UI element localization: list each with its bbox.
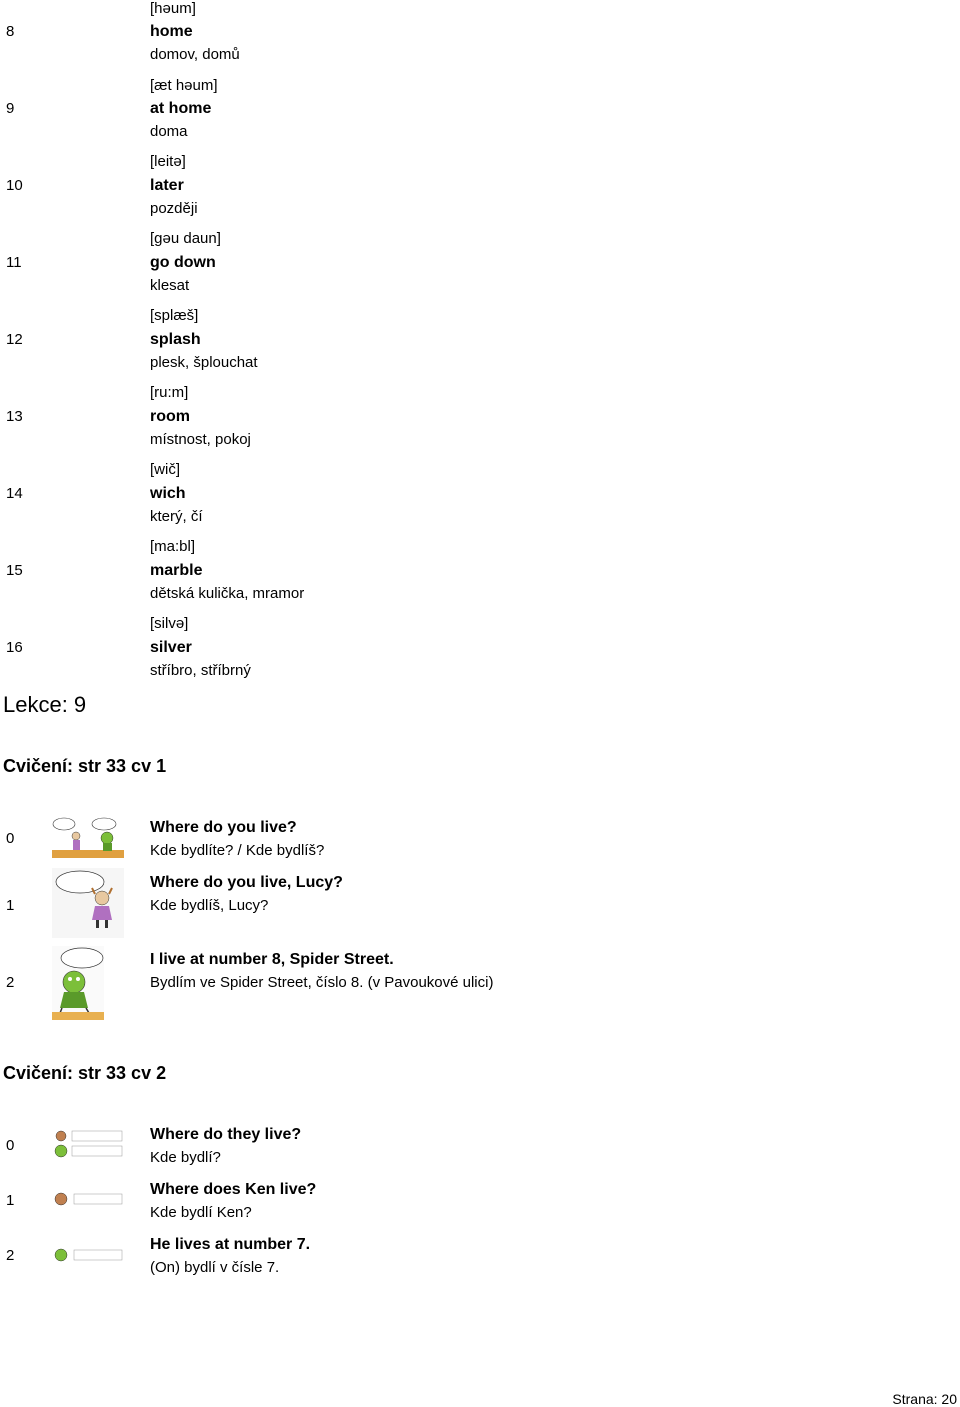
exercise-czech: Kde bydlíte? / Kde bydlíš?: [150, 842, 325, 859]
vocab-translation: doma: [150, 123, 188, 140]
vocab-number: 16: [6, 639, 23, 656]
exercise-czech: (On) bydlí v čísle 7.: [150, 1259, 280, 1276]
vocab-number: 9: [6, 100, 15, 117]
exercise-czech: Bydlím ve Spider Street, číslo 8. (v Pavoukové ulici): [150, 974, 494, 991]
vocab-phonetic: [ma:bl]: [150, 538, 196, 555]
vocab-translation: stříbro, stříbrný: [150, 662, 251, 679]
exercise-english: I live at number 8, Spider Street.: [150, 951, 394, 968]
cartoon-answer-icon: [52, 1246, 124, 1264]
exercise-number: 1: [6, 1192, 15, 1209]
exercise-english: Where does Ken live?: [150, 1181, 317, 1198]
vocab-number: 10: [6, 177, 23, 194]
vocab-phonetic: [ru:m]: [150, 384, 189, 401]
exercise-illustration: [52, 1128, 124, 1160]
vocab-phonetic: [wič]: [150, 461, 180, 478]
exercise-illustration: [52, 1246, 124, 1264]
vocab-number: 14: [6, 485, 23, 502]
vocab-word: marble: [150, 562, 203, 579]
vocab-word: go down: [150, 254, 216, 271]
vocab-phonetic: [splæš]: [150, 307, 199, 324]
lesson-title: Lekce: 9: [3, 692, 87, 717]
exercise-english: Where do you live, Lucy?: [150, 874, 343, 891]
vocab-phonetic: [leitə]: [150, 153, 186, 170]
vocab-word: silver: [150, 639, 192, 656]
cartoon-ken-icon: [52, 1190, 124, 1208]
exercise2-heading: Cvičení: str 33 cv 2: [3, 1063, 167, 1083]
exercise-number: 2: [6, 1247, 15, 1264]
vocab-word: later: [150, 177, 184, 194]
exercise-czech: Kde bydlíš, Lucy?: [150, 897, 269, 914]
vocab-number: 12: [6, 331, 23, 348]
exercise-english: Where do they live?: [150, 1126, 302, 1143]
exercise1-heading: Cvičení: str 33 cv 1: [3, 756, 167, 776]
exercise-czech: Kde bydlí?: [150, 1149, 221, 1166]
cartoon-girl-icon: [52, 868, 124, 938]
exercise-illustration: [52, 868, 124, 938]
vocab-phonetic: [æt həum]: [150, 77, 218, 94]
exercise-number: 2: [6, 974, 15, 991]
exercise-number: 0: [6, 830, 15, 847]
cartoon-dialogue-icon: [52, 1128, 124, 1160]
vocab-translation: domov, domů: [150, 46, 240, 63]
vocab-word: splash: [150, 331, 201, 348]
vocab-phonetic: [həum]: [150, 0, 196, 17]
vocab-translation: plesk, šplouchat: [150, 354, 258, 371]
vocab-translation: dětská kulička, mramor: [150, 585, 305, 602]
vocab-number: 11: [6, 254, 22, 271]
vocab-word: wich: [150, 485, 186, 502]
cartoon-illustration-icon: [52, 816, 124, 858]
exercise-english: Where do you live?: [150, 819, 297, 836]
vocab-number: 13: [6, 408, 23, 425]
exercise-illustration: [52, 1190, 124, 1208]
vocab-word: at home: [150, 100, 212, 117]
vocab-translation: klesat: [150, 277, 190, 294]
exercise-number: 1: [6, 897, 15, 914]
vocab-phonetic: [gəu daun]: [150, 230, 221, 247]
exercise-english: He lives at number 7.: [150, 1236, 311, 1253]
exercise-illustration: [52, 946, 104, 1020]
vocab-word: room: [150, 408, 190, 425]
vocab-word: home: [150, 23, 193, 40]
exercise-czech: Kde bydlí Ken?: [150, 1204, 252, 1221]
vocab-number: 8: [6, 23, 15, 40]
vocab-phonetic: [silvə]: [150, 615, 189, 632]
vocab-translation: místnost, pokoj: [150, 431, 251, 448]
cartoon-spider-icon: [52, 946, 104, 1020]
exercise-number: 0: [6, 1137, 15, 1154]
exercise-illustration: [52, 816, 124, 858]
vocab-translation: který, čí: [150, 508, 203, 525]
page-number: Strana: 20: [892, 1391, 957, 1407]
vocab-number: 15: [6, 562, 23, 579]
vocab-translation: později: [150, 200, 198, 217]
